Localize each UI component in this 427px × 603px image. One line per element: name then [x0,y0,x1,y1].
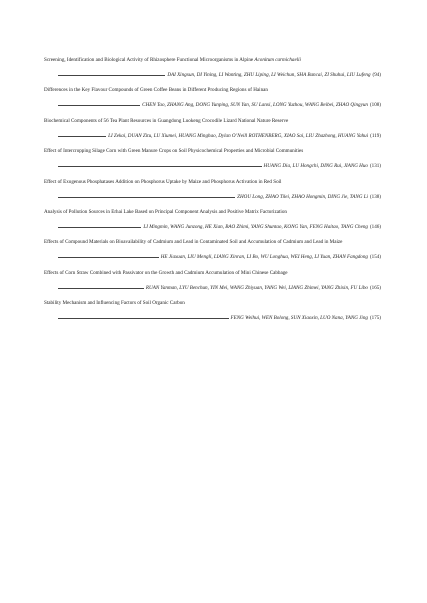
article-title: Effect of Intercropping Silage Corn with Green Manure Crops on Soil Physicochemical Properties and Microbial Communities [44,148,304,155]
toc-entry [44,239,381,261]
article-authors: LI Mingmin, WANG Junzong, HE Xian, BAO Zhimi, YANG Shuntao, KONG Yan, FENG Haitao, TANG Cheng [143,223,368,230]
page-number: (138) [369,193,381,200]
article-title: Effects of Compound Materials on Bioavailability of Cadmium and Lead in Contaminated Soil and Accumulation of Cadmium and Lead in Maize [44,239,343,246]
article-byline [44,194,381,201]
toc-entry [44,179,381,201]
article-byline [44,315,381,322]
page-number: (165) [369,284,381,291]
leader-dashes [58,75,165,76]
page-number: (146) [369,223,381,230]
leader-dashes [58,288,144,289]
article-authors: LI Zekai, DUAN Zitu, LU Xiumei, HUANG Minghao, Dylan O’Neill ROTHENBERG, XIAO Sai, LIU Zhazhong, HUANG Yahui [108,132,369,139]
toc-entry [44,148,381,170]
toc-entry [44,87,381,109]
article-title: Differences in the Key Flavour Compounds of Green Coffee Beans in Different Producing Regions of Hainan [44,87,268,94]
article-title: Effect of Exogenous Phosphatases Addition on Phosphorus Uptake by Maize and Phosphorus Activation in Red Soil [44,178,282,185]
article-authors: DAI Xingxun, DI Yining, LI Wanting, ZHU Liping, LI Weichun, SHA Bancai, ZI Shuhui, LIU Lufeng [167,72,371,78]
article-byline [44,72,381,79]
article-title: Stability Mechanism and Influencing Factors of Soil Organic Carbon [44,300,185,307]
page-number: (119) [370,132,381,139]
article-title: Analysis of Pollution Sources in Erhai Lake Based on Principal Component Analysis and Positive Matrix Factorization [44,208,287,215]
leader-dashes [58,197,235,198]
article-title: Biochemical Components of 56 Tea Plant Resources in Guangdong Luokeng Crocodile Lizard National Nature Reserve [44,117,289,124]
article-byline [44,224,381,231]
article-authors: FENG Weihui, WEN Bolong, SUN Xiaoxin, LUO Nana, YANG Jing [230,315,368,322]
toc-entry [44,57,381,79]
article-title: Screening, Identification and Biological Activity of Rhizosphere Functional Microorganisms in Alpine Aconitum carmichaelii [44,57,301,63]
article-byline [44,163,381,170]
article-byline [44,285,381,292]
page-number: (94) [372,72,381,78]
article-authors: ZHOU Long, ZHAO Tilei, ZHAO Hongmin, DING Jie, TANG Li [237,193,368,200]
toc-entry [44,118,381,140]
page-number: (108) [369,102,381,109]
toc-entry [44,300,381,322]
leader-dashes [58,227,141,228]
article-authors: CHEN Tao, ZHANG Ang, DONG Yunping, SUN Yan, SU Lanxi, LONG Yuzhou, WANG Beibei, ZHAO Qingyun [142,102,368,109]
page-number: (154) [369,254,381,261]
article-byline [44,133,381,140]
leader-dashes [58,136,106,137]
leader-dashes [58,257,159,258]
leader-dashes [58,166,262,167]
table-of-contents [44,57,381,331]
article-authors: HUANG Dia, LU Hongchi, DING Rui, JIANG Huo [263,163,368,170]
toc-entry [44,209,381,231]
article-authors: RUAN Yanman, LYU Benchun, YIN Mei, WANG Zhiyuan, YANG Wei, LIANG Zhimei, YANG Zhixin, FU Libo [145,284,368,291]
page-number: (131) [369,163,381,170]
article-byline [44,254,381,261]
article-byline [44,102,381,109]
article-title: Effects of Corn Straw Combined with Passivator on the Growth and Cadmium Accumulation of Mini Chinese Cabbage [44,269,288,276]
toc-entry [44,270,381,292]
leader-dashes [58,105,140,106]
article-authors: HE Jiaxuan, LIU Mengli, LIANG Xinran, LI Bo, WU Longhua, WEI Heng, LI Yuan, ZHAN Fangdong [160,254,368,261]
leader-dashes [58,318,229,319]
page-number: (175) [369,315,381,322]
